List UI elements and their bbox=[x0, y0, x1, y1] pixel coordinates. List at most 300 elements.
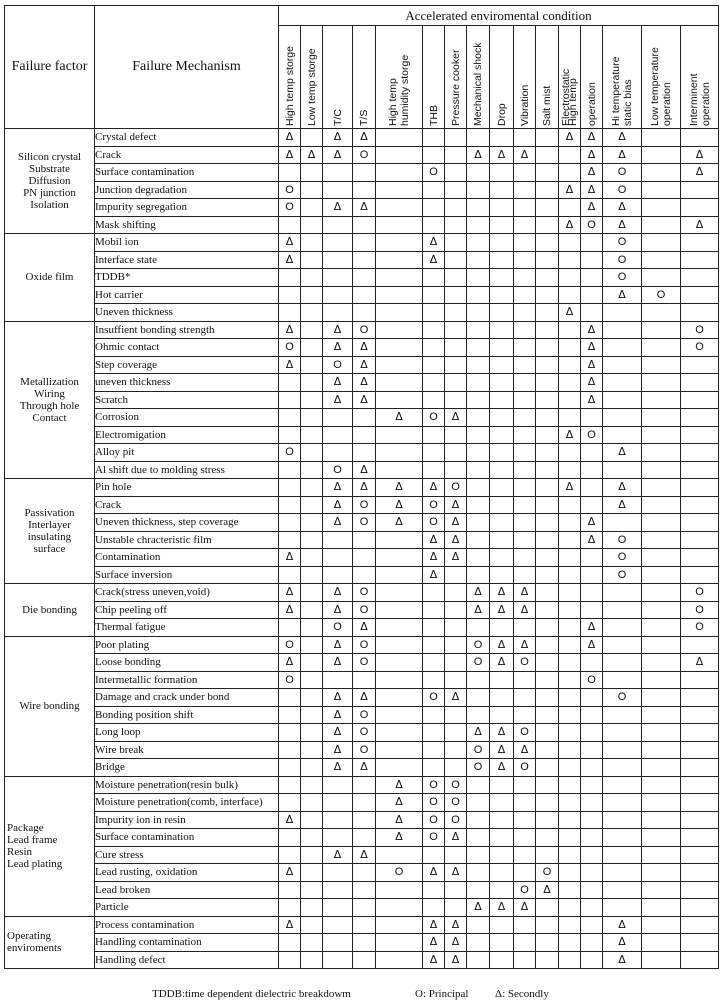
empty-cell bbox=[642, 689, 681, 707]
table-row bbox=[5, 269, 719, 287]
empty-cell bbox=[681, 234, 719, 252]
empty-cell bbox=[536, 584, 559, 602]
empty-cell bbox=[490, 811, 514, 829]
empty-cell bbox=[423, 601, 445, 619]
empty-cell bbox=[559, 566, 581, 584]
failure-mechanism-cell: Cure stress bbox=[95, 846, 279, 864]
empty-cell bbox=[536, 741, 559, 759]
empty-cell bbox=[467, 444, 490, 462]
condition-header-label: Pressure cooker bbox=[449, 49, 462, 126]
empty-cell bbox=[301, 584, 323, 602]
empty-cell bbox=[445, 601, 467, 619]
empty-cell bbox=[445, 304, 467, 322]
failure-mechanism-cell: Wire break bbox=[95, 741, 279, 759]
empty-cell bbox=[514, 409, 536, 427]
empty-cell bbox=[514, 689, 536, 707]
failure-mechanism-cell: Step coverage bbox=[95, 356, 279, 374]
secondary-mark: Δ bbox=[445, 864, 467, 882]
header-failure-factor: Failure factor bbox=[5, 6, 95, 129]
empty-cell bbox=[301, 269, 323, 287]
empty-cell bbox=[445, 584, 467, 602]
empty-cell bbox=[514, 934, 536, 952]
table-row bbox=[5, 654, 719, 672]
empty-cell bbox=[642, 549, 681, 567]
failure-mechanism-cell: Uneven thickness bbox=[95, 304, 279, 322]
table-row bbox=[5, 444, 719, 462]
secondary-mark: Δ bbox=[581, 356, 603, 374]
principal-mark: O bbox=[581, 426, 603, 444]
secondary-mark: Δ bbox=[423, 934, 445, 952]
empty-cell bbox=[279, 426, 301, 444]
empty-cell bbox=[642, 199, 681, 217]
empty-cell bbox=[353, 881, 376, 899]
empty-cell bbox=[423, 391, 445, 409]
empty-cell bbox=[353, 531, 376, 549]
header-failure-mechanism: Failure Mechanism bbox=[95, 6, 279, 129]
empty-cell bbox=[536, 409, 559, 427]
empty-cell bbox=[536, 811, 559, 829]
condition-header bbox=[536, 26, 559, 129]
empty-cell bbox=[467, 129, 490, 147]
failure-mechanism-cell: uneven thickness bbox=[95, 374, 279, 392]
empty-cell bbox=[603, 391, 642, 409]
empty-cell bbox=[376, 584, 423, 602]
principal-mark: O bbox=[445, 479, 467, 497]
empty-cell bbox=[559, 671, 581, 689]
principal-mark: O bbox=[423, 164, 445, 182]
failure-mechanism-cell: Mask shifting bbox=[95, 216, 279, 234]
empty-cell bbox=[536, 146, 559, 164]
failure-mechanism-cell: Junction degradation bbox=[95, 181, 279, 199]
empty-cell bbox=[681, 181, 719, 199]
empty-cell bbox=[559, 899, 581, 917]
condition-header-label: T/C bbox=[331, 109, 344, 126]
empty-cell bbox=[490, 444, 514, 462]
table-row bbox=[5, 304, 719, 322]
empty-cell bbox=[490, 514, 514, 532]
empty-cell bbox=[514, 339, 536, 357]
empty-cell bbox=[642, 409, 681, 427]
empty-cell bbox=[467, 811, 490, 829]
empty-cell bbox=[490, 199, 514, 217]
empty-cell bbox=[467, 689, 490, 707]
empty-cell bbox=[376, 724, 423, 742]
empty-cell bbox=[514, 951, 536, 969]
empty-cell bbox=[301, 129, 323, 147]
empty-cell bbox=[490, 829, 514, 847]
empty-cell bbox=[323, 251, 353, 269]
condition-header-label: Drop bbox=[495, 103, 508, 126]
empty-cell bbox=[279, 794, 301, 812]
empty-cell bbox=[536, 164, 559, 182]
secondary-mark: Δ bbox=[279, 864, 301, 882]
empty-cell bbox=[467, 339, 490, 357]
empty-cell bbox=[279, 216, 301, 234]
empty-cell bbox=[279, 741, 301, 759]
empty-cell bbox=[301, 549, 323, 567]
empty-cell bbox=[445, 566, 467, 584]
empty-cell bbox=[603, 584, 642, 602]
empty-cell bbox=[301, 426, 323, 444]
secondary-mark: Δ bbox=[376, 479, 423, 497]
empty-cell bbox=[536, 181, 559, 199]
empty-cell bbox=[559, 916, 581, 934]
empty-cell bbox=[353, 934, 376, 952]
empty-cell bbox=[603, 339, 642, 357]
empty-cell bbox=[642, 146, 681, 164]
empty-cell bbox=[301, 706, 323, 724]
empty-cell bbox=[301, 514, 323, 532]
empty-cell bbox=[301, 811, 323, 829]
table-row bbox=[5, 496, 719, 514]
condition-header-label: Hi temperature static bias bbox=[610, 56, 634, 126]
empty-cell bbox=[490, 864, 514, 882]
secondary-mark: Δ bbox=[490, 741, 514, 759]
empty-cell bbox=[279, 531, 301, 549]
empty-cell bbox=[467, 199, 490, 217]
principal-mark: O bbox=[353, 636, 376, 654]
empty-cell bbox=[681, 514, 719, 532]
secondary-mark: Δ bbox=[603, 444, 642, 462]
empty-cell bbox=[514, 794, 536, 812]
secondary-mark: Δ bbox=[514, 601, 536, 619]
empty-cell bbox=[301, 339, 323, 357]
failure-mechanism-cell: Corrosion bbox=[95, 409, 279, 427]
empty-cell bbox=[301, 216, 323, 234]
secondary-mark: Δ bbox=[376, 409, 423, 427]
empty-cell bbox=[603, 776, 642, 794]
empty-cell bbox=[603, 741, 642, 759]
condition-header-label: High temp storge bbox=[283, 46, 296, 126]
secondary-mark: Δ bbox=[514, 899, 536, 917]
empty-cell bbox=[376, 181, 423, 199]
empty-cell bbox=[642, 514, 681, 532]
principal-mark: O bbox=[423, 794, 445, 812]
empty-cell bbox=[603, 426, 642, 444]
empty-cell bbox=[490, 164, 514, 182]
empty-cell bbox=[279, 286, 301, 304]
empty-cell bbox=[445, 881, 467, 899]
empty-cell bbox=[514, 671, 536, 689]
empty-cell bbox=[301, 619, 323, 637]
failure-mechanism-cell: Particle bbox=[95, 899, 279, 917]
empty-cell bbox=[376, 706, 423, 724]
failure-mechanism-cell: Handling contamination bbox=[95, 934, 279, 952]
empty-cell bbox=[490, 671, 514, 689]
secondary-mark: Δ bbox=[490, 146, 514, 164]
secondary-mark: Δ bbox=[353, 689, 376, 707]
failure-mechanism-cell: Process contamination bbox=[95, 916, 279, 934]
secondary-mark: Δ bbox=[323, 479, 353, 497]
empty-cell bbox=[681, 811, 719, 829]
empty-cell bbox=[642, 899, 681, 917]
empty-cell bbox=[581, 724, 603, 742]
secondary-mark: Δ bbox=[490, 636, 514, 654]
empty-cell bbox=[559, 269, 581, 287]
empty-cell bbox=[581, 479, 603, 497]
empty-cell bbox=[490, 251, 514, 269]
condition-header-label: Interminent operation bbox=[687, 73, 712, 126]
empty-cell bbox=[467, 531, 490, 549]
empty-cell bbox=[323, 216, 353, 234]
empty-cell bbox=[536, 321, 559, 339]
failure-factor-cell: Operating enviroments bbox=[5, 916, 95, 969]
empty-cell bbox=[353, 269, 376, 287]
empty-cell bbox=[467, 846, 490, 864]
empty-cell bbox=[376, 164, 423, 182]
table-row bbox=[5, 181, 719, 199]
empty-cell bbox=[323, 269, 353, 287]
failure-factor-cell: Package Lead frame Resin Lead plating bbox=[5, 776, 95, 916]
secondary-mark: Δ bbox=[423, 566, 445, 584]
table-row bbox=[5, 514, 719, 532]
empty-cell bbox=[581, 409, 603, 427]
empty-cell bbox=[642, 444, 681, 462]
table-row bbox=[5, 601, 719, 619]
principal-mark: O bbox=[376, 864, 423, 882]
empty-cell bbox=[467, 671, 490, 689]
failure-mechanism-cell: Crack(stress uneven,void) bbox=[95, 584, 279, 602]
empty-cell bbox=[536, 479, 559, 497]
empty-cell bbox=[467, 286, 490, 304]
failure-mechanism-cell: Insuffient bonding strength bbox=[95, 321, 279, 339]
empty-cell bbox=[536, 426, 559, 444]
empty-cell bbox=[514, 234, 536, 252]
empty-cell bbox=[353, 234, 376, 252]
empty-cell bbox=[642, 479, 681, 497]
empty-cell bbox=[559, 496, 581, 514]
empty-cell bbox=[536, 304, 559, 322]
secondary-mark: Δ bbox=[279, 654, 301, 672]
empty-cell bbox=[642, 251, 681, 269]
failure-mechanism-cell: Handling defect bbox=[95, 951, 279, 969]
empty-cell bbox=[423, 286, 445, 304]
empty-cell bbox=[279, 164, 301, 182]
empty-cell bbox=[681, 409, 719, 427]
empty-cell bbox=[642, 129, 681, 147]
principal-mark: O bbox=[514, 724, 536, 742]
secondary-mark: Δ bbox=[423, 549, 445, 567]
empty-cell bbox=[603, 759, 642, 777]
empty-cell bbox=[642, 671, 681, 689]
empty-cell bbox=[301, 461, 323, 479]
principal-mark: O bbox=[681, 339, 719, 357]
empty-cell bbox=[559, 881, 581, 899]
empty-cell bbox=[323, 864, 353, 882]
empty-cell bbox=[681, 864, 719, 882]
secondary-mark: Δ bbox=[559, 181, 581, 199]
empty-cell bbox=[642, 234, 681, 252]
empty-cell bbox=[467, 409, 490, 427]
empty-cell bbox=[603, 636, 642, 654]
empty-cell bbox=[642, 426, 681, 444]
empty-cell bbox=[301, 566, 323, 584]
empty-cell bbox=[681, 636, 719, 654]
empty-cell bbox=[642, 601, 681, 619]
empty-cell bbox=[603, 706, 642, 724]
table-row bbox=[5, 409, 719, 427]
secondary-mark: Δ bbox=[323, 724, 353, 742]
empty-cell bbox=[514, 864, 536, 882]
failure-mechanism-cell: Thermal fatigue bbox=[95, 619, 279, 637]
empty-cell bbox=[603, 374, 642, 392]
empty-cell bbox=[559, 549, 581, 567]
empty-cell bbox=[376, 759, 423, 777]
empty-cell bbox=[681, 934, 719, 952]
secondary-mark: Δ bbox=[323, 374, 353, 392]
empty-cell bbox=[353, 671, 376, 689]
failure-mechanism-cell: Poor plating bbox=[95, 636, 279, 654]
secondary-mark: Δ bbox=[353, 356, 376, 374]
empty-cell bbox=[301, 864, 323, 882]
principal-mark: O bbox=[467, 654, 490, 672]
empty-cell bbox=[642, 934, 681, 952]
empty-cell bbox=[642, 776, 681, 794]
condition-header-label: Vibration bbox=[518, 84, 531, 126]
empty-cell bbox=[559, 654, 581, 672]
secondary-mark: Δ bbox=[323, 601, 353, 619]
empty-cell bbox=[279, 724, 301, 742]
principal-mark: O bbox=[353, 514, 376, 532]
empty-cell bbox=[323, 444, 353, 462]
table-row bbox=[5, 846, 719, 864]
empty-cell bbox=[376, 251, 423, 269]
empty-cell bbox=[301, 496, 323, 514]
empty-cell bbox=[681, 496, 719, 514]
principal-mark: O bbox=[467, 759, 490, 777]
principal-mark: O bbox=[603, 181, 642, 199]
table-row bbox=[5, 566, 719, 584]
empty-cell bbox=[279, 619, 301, 637]
secondary-mark: Δ bbox=[323, 321, 353, 339]
secondary-mark: Δ bbox=[445, 829, 467, 847]
legend-principal: O: Principal bbox=[415, 988, 469, 1000]
empty-cell bbox=[423, 444, 445, 462]
empty-cell bbox=[323, 549, 353, 567]
matrix-body bbox=[5, 129, 719, 969]
empty-cell bbox=[642, 391, 681, 409]
empty-cell bbox=[490, 496, 514, 514]
condition-header bbox=[376, 26, 423, 129]
empty-cell bbox=[681, 531, 719, 549]
condition-header-label: Salt mist bbox=[541, 85, 553, 126]
empty-cell bbox=[514, 269, 536, 287]
empty-cell bbox=[376, 426, 423, 444]
empty-cell bbox=[445, 671, 467, 689]
principal-mark: O bbox=[581, 671, 603, 689]
empty-cell bbox=[323, 916, 353, 934]
empty-cell bbox=[423, 724, 445, 742]
empty-cell bbox=[490, 531, 514, 549]
failure-mechanism-cell: Moisture penetration(comb, interface) bbox=[95, 794, 279, 812]
empty-cell bbox=[514, 461, 536, 479]
empty-cell bbox=[423, 216, 445, 234]
secondary-mark: Δ bbox=[445, 514, 467, 532]
principal-mark: O bbox=[423, 689, 445, 707]
secondary-mark: Δ bbox=[603, 199, 642, 217]
empty-cell bbox=[353, 566, 376, 584]
empty-cell bbox=[301, 881, 323, 899]
empty-cell bbox=[490, 706, 514, 724]
principal-mark: O bbox=[423, 514, 445, 532]
secondary-mark: Δ bbox=[323, 689, 353, 707]
secondary-mark: Δ bbox=[323, 339, 353, 357]
empty-cell bbox=[423, 636, 445, 654]
principal-mark: O bbox=[353, 706, 376, 724]
empty-cell bbox=[681, 426, 719, 444]
table-row bbox=[5, 146, 719, 164]
empty-cell bbox=[681, 776, 719, 794]
condition-header bbox=[490, 26, 514, 129]
empty-cell bbox=[581, 829, 603, 847]
table-row bbox=[5, 689, 719, 707]
empty-cell bbox=[279, 304, 301, 322]
secondary-mark: Δ bbox=[353, 479, 376, 497]
secondary-mark: Δ bbox=[467, 146, 490, 164]
empty-cell bbox=[681, 286, 719, 304]
empty-cell bbox=[681, 759, 719, 777]
empty-cell bbox=[559, 636, 581, 654]
failure-mechanism-cell: Impurity ion in resin bbox=[95, 811, 279, 829]
secondary-mark: Δ bbox=[514, 146, 536, 164]
secondary-mark: Δ bbox=[353, 339, 376, 357]
principal-mark: O bbox=[423, 811, 445, 829]
table-row bbox=[5, 811, 719, 829]
empty-cell bbox=[490, 339, 514, 357]
empty-cell bbox=[467, 181, 490, 199]
empty-cell bbox=[642, 864, 681, 882]
empty-cell bbox=[559, 864, 581, 882]
empty-cell bbox=[376, 356, 423, 374]
empty-cell bbox=[445, 706, 467, 724]
empty-cell bbox=[490, 846, 514, 864]
empty-cell bbox=[490, 304, 514, 322]
failure-mechanism-cell: Bonding position shift bbox=[95, 706, 279, 724]
table-row bbox=[5, 829, 719, 847]
empty-cell bbox=[536, 216, 559, 234]
empty-cell bbox=[642, 181, 681, 199]
empty-cell bbox=[581, 916, 603, 934]
condition-header-label: T/S bbox=[358, 109, 370, 126]
empty-cell bbox=[603, 846, 642, 864]
principal-mark: O bbox=[536, 864, 559, 882]
empty-cell bbox=[490, 321, 514, 339]
empty-cell bbox=[490, 916, 514, 934]
table-row bbox=[5, 899, 719, 917]
failure-factor-cell: Wire bonding bbox=[5, 636, 95, 776]
empty-cell bbox=[536, 514, 559, 532]
empty-cell bbox=[445, 181, 467, 199]
table-row bbox=[5, 671, 719, 689]
empty-cell bbox=[536, 934, 559, 952]
empty-cell bbox=[581, 601, 603, 619]
empty-cell bbox=[323, 881, 353, 899]
secondary-mark: Δ bbox=[467, 899, 490, 917]
secondary-mark: Δ bbox=[323, 391, 353, 409]
principal-mark: O bbox=[279, 181, 301, 199]
secondary-mark: Δ bbox=[279, 146, 301, 164]
empty-cell bbox=[279, 846, 301, 864]
condition-header bbox=[423, 26, 445, 129]
table-row bbox=[5, 759, 719, 777]
empty-cell bbox=[536, 916, 559, 934]
empty-cell bbox=[445, 654, 467, 672]
empty-cell bbox=[642, 269, 681, 287]
legend-secondly: Δ: Secondly bbox=[495, 988, 549, 1000]
empty-cell bbox=[323, 951, 353, 969]
footnote-tddb: TDDB:time dependent dielectric breakdowm bbox=[152, 988, 351, 1000]
empty-cell bbox=[353, 164, 376, 182]
